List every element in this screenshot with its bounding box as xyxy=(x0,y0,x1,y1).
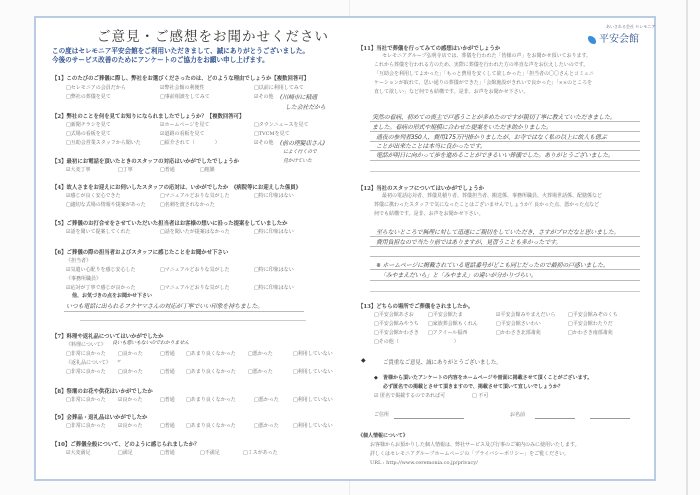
page-edge xyxy=(686,0,688,495)
q6-answer-line xyxy=(64,311,304,312)
privacy-text: お客様からお預かりした個人情報は、弊社サービス及び行事のご案内のみに使用いたします。 xyxy=(370,442,580,448)
q7-option[interactable]: □利用していない xyxy=(293,369,333,375)
q13-option[interactable]: □平安会館わたりだ xyxy=(568,321,613,327)
q6-handwritten[interactable]: いつも電話に出られるフクヤマさんの対応が丁寧でいい印象を持ちました。 xyxy=(66,303,264,310)
name-label: お名前 xyxy=(510,412,526,418)
q12-handwritten[interactable]: 「みやまえだいら」と「みやまえ」の違いが分かりづらい。 xyxy=(380,272,537,279)
q12-answer-line xyxy=(370,280,640,281)
publish-question-2: 必ず匿名での掲載とさせて頂きますので、掲載させて頂いて宜しいでしょうか？ xyxy=(383,384,563,390)
q13-option[interactable]: □家族葬会館もくれん xyxy=(428,321,478,327)
q12-desc: 最初の電話応対者、葬儀見積り者、葬儀担当者、搬送係、事務所職員、火葬場世話係、配膳係など xyxy=(382,193,603,199)
q7-handwritten: 良いも悪いもないのでわかりません xyxy=(112,340,189,346)
q7-option[interactable]: □普通 xyxy=(160,351,175,357)
q6-option[interactable]: □特に印象はない xyxy=(254,267,294,273)
q11-handwritten[interactable]: ことが出来たことは本当に良かったです。 xyxy=(376,143,486,150)
publish-yes-checkbox[interactable]: ☑ 匿名で掲載するのであれば可 xyxy=(374,393,446,399)
q9-option[interactable]: □非常に良かった xyxy=(66,423,106,429)
q11-desc: これから葬儀を行われる方のため、実際に葬儀を行われた方の率直な声をお伝えしたいのです。 xyxy=(374,62,589,68)
q6-option[interactable]: □マニュアルどおりな気がした xyxy=(160,285,230,291)
privacy-title: 《個人情報について》 xyxy=(358,433,408,439)
name-field-extension xyxy=(590,418,630,419)
q8-option[interactable]: □非常に良かった xyxy=(66,397,106,403)
question-2: 【2】弊社のことを何を見てお知りになられましたでしょうか？【複数回答可】 xyxy=(52,114,245,120)
q2-option[interactable]: □式場の看板を見て xyxy=(66,131,111,137)
question-1: 【1】このたびのご葬儀に際し、弊社をお選びくださったのは、どのような理由でしょうか【複数回答可】 xyxy=(52,76,310,82)
q7-option[interactable]: □あまり良くなかった xyxy=(186,351,236,357)
brand-logo-icon xyxy=(588,36,596,44)
q12-answer-line xyxy=(370,291,640,292)
q1-handwritten: した会社だから xyxy=(285,104,326,111)
q7-option[interactable]: □非常に良かった xyxy=(66,369,106,375)
q8-option[interactable]: ☑良かった xyxy=(118,397,143,403)
q13-option[interactable]: □平安会館かわさき xyxy=(374,330,419,336)
q1-option[interactable]: □セレモニアの会員だから xyxy=(66,85,126,91)
question-7: 【7】料理や返礼品についてはいかがでしたか xyxy=(52,334,164,340)
q2-option[interactable]: ☑ホームページを見て xyxy=(160,122,210,128)
q4-option[interactable]: □マニュアルどおりな気がした xyxy=(160,193,230,199)
q4-option[interactable]: □適切な式場の情報や提案があった xyxy=(66,202,146,208)
q13-option[interactable]: □平安会館さいわい xyxy=(496,321,541,327)
q13-option[interactable]: □かわさき南部斎苑 xyxy=(568,330,613,336)
q11-desc: 直して欲しい」など何でも結構です。是非、お声をお聞かせ下さい。 xyxy=(374,89,529,95)
question-4: 【4】故人さまをお迎えにお伺いしたスタッフの応対は、いかがでしたか 《病院等にお迎えした係員》 xyxy=(52,185,302,191)
q2-option[interactable]: □TVCMを見て xyxy=(254,131,290,137)
q11-answer-line xyxy=(370,160,640,161)
q2-option[interactable]: □互助会営業スタッフから聞いた xyxy=(66,140,141,146)
q9-option[interactable]: □利用していない xyxy=(293,423,333,429)
q11-desc: 「互助会を利用してよかった」「もっと費用を安くして欲しかった」「担当者の〇〇さんとコミュニ xyxy=(374,71,594,77)
q6-sub-tantosha: 《担当者》 xyxy=(66,258,92,264)
q7-option[interactable]: □悪かった xyxy=(248,369,273,375)
q5-option[interactable]: ☑話を聞いて提案してくれた xyxy=(66,229,131,235)
q7-ditto-mark: 〃 xyxy=(116,359,121,365)
q8-option[interactable]: □普通 xyxy=(160,397,175,403)
brand-tagline: あいされる会社 セレモニア xyxy=(606,24,656,29)
q6-option[interactable]: □特に印象はない xyxy=(254,285,294,291)
question-8: 【8】祭壇のお花や供花はいかがでしたか xyxy=(52,389,153,395)
question-3: 【3】最初にお電話を頂いたときのスタッフの対応はいかがでしたでしょうか xyxy=(52,159,240,165)
q2-option[interactable]: □新聞チラシを見て xyxy=(66,122,111,128)
thanks-message: ご貴重なご意見、誠にありがとうございました。 xyxy=(383,360,502,366)
publish-no-checkbox[interactable]: □ 不可 xyxy=(472,393,489,399)
q7-option[interactable]: □良かった xyxy=(118,351,143,357)
q13-other-option[interactable]: □その他（ ） xyxy=(374,339,459,345)
q6-answer-line xyxy=(80,320,306,321)
q6-sub-office: 《事務所職員》 xyxy=(66,276,102,282)
diamond-bullet-icon: ◆ xyxy=(361,357,366,364)
q3-option[interactable]: □普通 xyxy=(160,167,175,173)
q2-option[interactable]: ☑その他 xyxy=(254,140,274,146)
q11-handwritten[interactable]: ました。看病の形式や規模に合わせた提案をいただき助かりました。 xyxy=(372,124,552,131)
q4-option[interactable]: ☑感じが良く安心できた xyxy=(66,193,121,199)
q12-handwritten[interactable]: 至らないところで無理に対して迅速にご親切をしていただき、さすがプロだなと思いました。 xyxy=(376,229,620,236)
bullet-icon: ◆ xyxy=(374,375,378,381)
address-field[interactable] xyxy=(394,418,464,419)
q11-handwritten[interactable]: 突然の看病、初めての喪主で戸惑うことが多めたのですが親切丁寧に教えていただきました。 xyxy=(372,114,616,121)
q10-option[interactable]: □満足 xyxy=(118,450,133,456)
q12-desc: 葬儀に携わったスタッフで気になったことはございませんでしょうか？良かった点、悪かった点など xyxy=(374,202,600,208)
q3-option[interactable]: ☑大変丁寧 xyxy=(66,167,91,173)
q12-answer-line xyxy=(370,246,640,247)
brand-name: 平安会館 xyxy=(599,34,639,45)
q7-option[interactable]: □あまり良くなかった xyxy=(186,369,236,375)
q3-option[interactable]: □丁寧 xyxy=(118,167,133,173)
q12-desc: 何でも結構です。是非、お声をお聞かせ下さい。 xyxy=(374,211,484,217)
question-9: 【9】会葬品・返礼品はいかがでしたか xyxy=(52,415,148,421)
question-13: 【13】どちらの場所でご葬儀をされましたか。 xyxy=(358,304,474,310)
q11-handwritten[interactable]: 電話が明日に向かって歩を進めることができるいい葬儀でした。ありがとうございました。 xyxy=(376,152,614,159)
intro-line-1: この度はセレモニア平安会館をご利用いただきまして、誠にありがとうございました。 xyxy=(52,47,310,55)
q5-option[interactable]: □特に印象はない xyxy=(254,229,294,235)
q13-option[interactable]: □平安会館みぞのくち xyxy=(568,312,618,318)
q2-option[interactable]: □タウンニュースを見て xyxy=(254,122,309,128)
q10-option[interactable]: □ミスがあった xyxy=(243,450,278,456)
q3-option[interactable]: □粗雑 xyxy=(200,167,215,173)
q7-option[interactable]: □非常に良かった xyxy=(66,351,106,357)
name-field[interactable] xyxy=(535,418,575,419)
q6-option[interactable]: ☑気遣い心配りを感じ安心した xyxy=(66,267,136,273)
q12-handwritten[interactable]: 費用負担なので当たり前ではありますが、見習うことも多かったです。 xyxy=(376,239,562,246)
q2-option[interactable]: ☑道路の看板を見て xyxy=(160,131,205,137)
q12-handwritten[interactable]: ※ ホームページに掲載されている電話番号がどこも同じだったので最初の戸惑いました。 xyxy=(376,262,609,269)
question-10: 【10】ご葬儀全般について、どのように感じられましたか？ xyxy=(52,442,200,448)
question-5: 【5】ご葬儀のお打合せをさせていただいた担当者はお客様の想いに沿った提案をしていましたか xyxy=(52,221,288,227)
q10-option[interactable]: ☑大変満足 xyxy=(66,450,91,456)
q7-sub-food: 《料理について》 xyxy=(66,342,106,348)
privacy-text: 詳しくはセレモニアグループホームページの「プライバシーポリシー」をご覧ください。 xyxy=(370,451,570,457)
q1-option[interactable]: ☑弊社会館の利便性 xyxy=(160,85,205,91)
q4-option[interactable]: □特に印象はない xyxy=(254,193,294,199)
question-11: 【11】当社で葬儀を行ってみての感想はいかがでしょうか xyxy=(358,46,501,52)
q13-option[interactable]: □かわさき北部斎苑 xyxy=(496,330,541,336)
q9-option[interactable]: □普通 xyxy=(160,423,175,429)
q6-option[interactable]: □マニュアルどおりな気がした xyxy=(160,267,230,273)
q10-option[interactable]: □普通 xyxy=(160,450,175,456)
q7-option[interactable]: □利用していない xyxy=(293,351,333,357)
q10-option[interactable]: □不満足 xyxy=(200,450,220,456)
q13-option[interactable]: □平安会館あさお xyxy=(374,312,414,318)
q5-option[interactable]: □話を聞いたが提案はなかった xyxy=(160,229,230,235)
address-label: ご住所 xyxy=(374,412,390,418)
q13-option[interactable]: □平安会館みやうち xyxy=(374,321,419,327)
q7-option[interactable]: □悪かった xyxy=(248,351,273,357)
q2-option[interactable]: □紹介されて（ ） xyxy=(160,140,220,146)
intro-line-2: 今後のサービス改善のためにアンケートのご協力をお願い申し上げます。 xyxy=(52,56,269,64)
q13-option[interactable]: □平安会館たま xyxy=(428,312,463,318)
q11-handwritten[interactable]: 通夜の参列者350人、費用175万円掛かりましたが、お寺ではなく私の以上に故人も偲ぶ xyxy=(376,134,607,141)
q4-option[interactable]: □名刺を渡されなかった xyxy=(160,202,215,208)
q9-option[interactable]: ☑良かった xyxy=(118,423,143,429)
q8-option[interactable]: □悪かった xyxy=(254,397,279,403)
q13-option[interactable]: ☑平安会館みやまえだいら xyxy=(496,312,556,318)
q13-option[interactable]: □アクイール福西 xyxy=(428,330,468,336)
q9-option[interactable]: □悪かった xyxy=(254,423,279,429)
q11-desc: ケーションが取れて、思い通りの葬儀ができた」「会館施設がきれいで良かった」「××のところを xyxy=(374,80,593,86)
privacy-url-link[interactable]: URL : http://www.ceremonia.co.jp/privacy/ xyxy=(370,460,478,466)
brand-logo xyxy=(588,30,639,45)
q11-desc: セレモニアグループ弘明寺店では、葬儀を行われた「皆様の声」をお聞かせ頂いております。 xyxy=(382,53,592,59)
q1-option[interactable]: ☑その他 xyxy=(254,94,274,100)
q6-other-label: 他、お気づきの点をお聞かせ下さい xyxy=(72,293,153,299)
q1-option[interactable]: □事前相談をしてみて xyxy=(160,94,210,100)
q2-handwritten: によく行くので xyxy=(283,149,317,155)
q9-option[interactable]: □あまり良くなかった xyxy=(186,423,236,429)
q7-sub-gift: 《返礼品について》 xyxy=(66,360,111,366)
q7-option[interactable]: □普通 xyxy=(160,369,175,375)
q1-handwritten: (川崎市に精通 xyxy=(280,94,317,101)
q11-answer-line xyxy=(370,171,640,172)
q2-handwritten: 見かけていた xyxy=(283,158,312,164)
q6-option[interactable]: ☑応対が丁寧で感じが良かった xyxy=(66,285,136,291)
q8-option[interactable]: □あまり良くなかった xyxy=(186,397,236,403)
form-title: ご意見・ご感想をお聞かせください xyxy=(97,29,329,45)
q7-option[interactable]: □良かった xyxy=(118,369,143,375)
q12-answer-line xyxy=(370,256,640,257)
q2-handwritten: (前の理髪店さん) xyxy=(280,140,325,147)
question-6: 【6】ご葬儀の際の担当者およびスタッフに感じたことをお聞かせ下さい xyxy=(52,250,229,256)
question-12: 【12】当社のスタッフについてはいかがでしょうか xyxy=(358,186,484,192)
q8-option[interactable]: □利用していない xyxy=(293,397,333,403)
q1-option[interactable]: □以前に利用してみて xyxy=(254,85,304,91)
publish-question-1: 皆様から頂いたアンケートの内容をホームページや冊面に掲載させて頂くことがございます。 xyxy=(383,375,593,381)
q1-option[interactable]: □弊社の葬儀を見て xyxy=(66,94,111,100)
